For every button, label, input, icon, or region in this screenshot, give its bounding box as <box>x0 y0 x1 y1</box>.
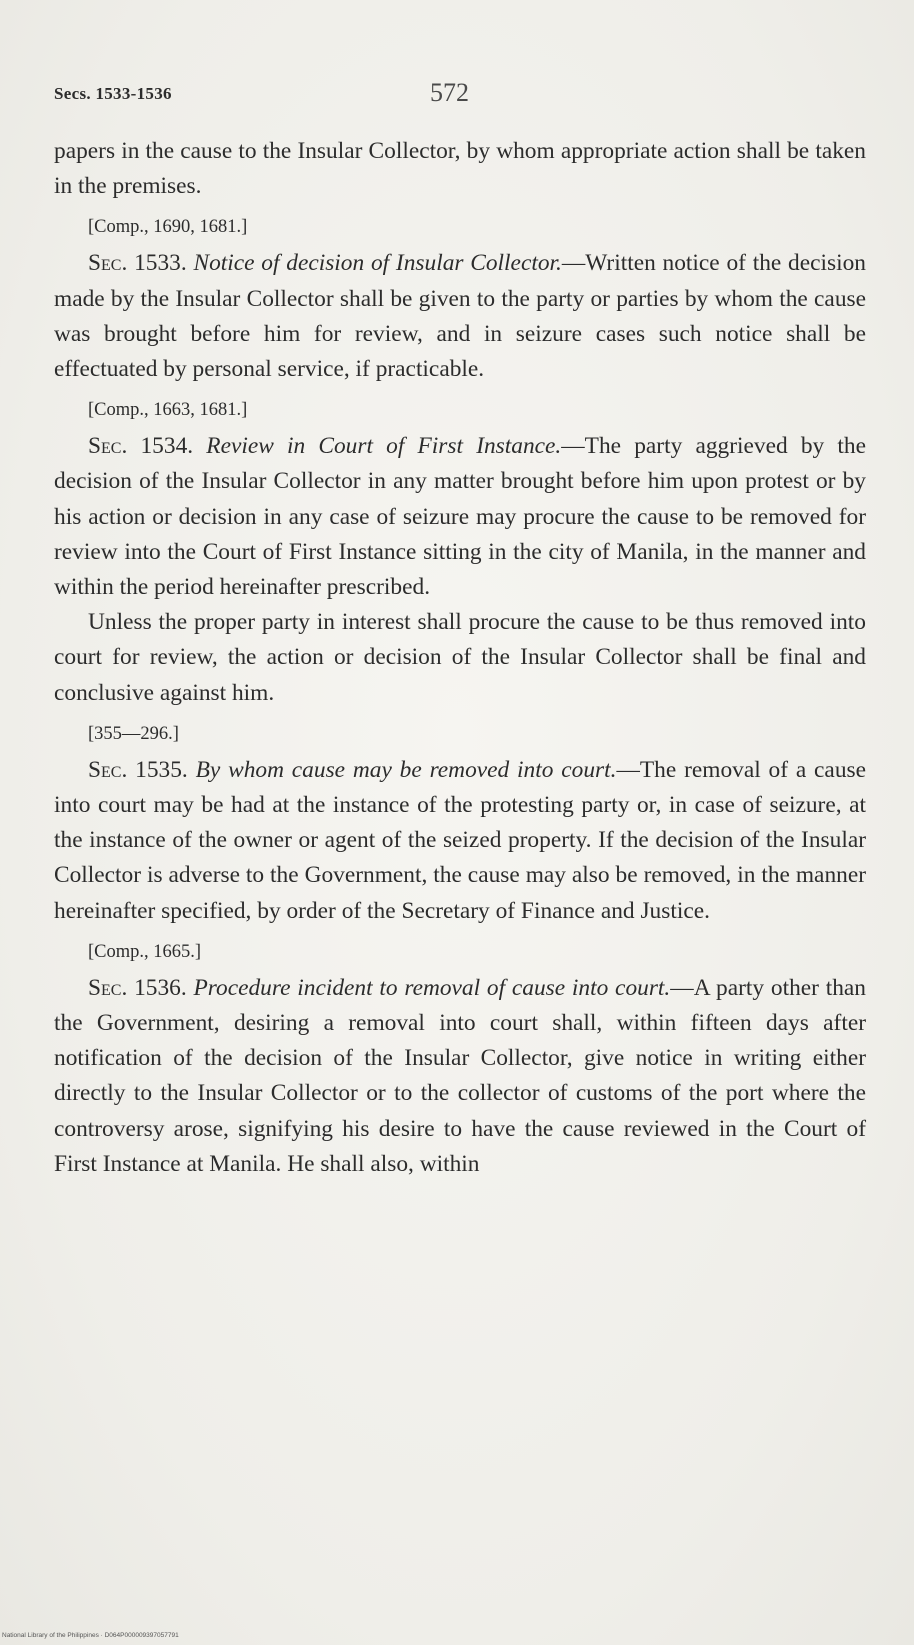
section-text: —A party other than the Government, desiring a removal into court shall, within fifteen days after notification of the decision of the Insular Collector, give notice in writing either directly to the Insular Collector or to the collector of customs of the port where the controversy arose, signifying his desire to have the cause reviewed in the Court of First Instance at Manila. He shall also, within <box>54 974 867 1177</box>
section-text: —The removal of a cause into court may be had at the instance of the protesting party or, in case of seizure, at the instance of the owner or agent of the seized property. If the decision of the Insular Collector is adverse to the Government, the cause may also be removed, in the manner hereinafter specified, by order of the Secretary of Finance and Justice. <box>54 756 866 924</box>
section-1534-paragraph-2: Unless the proper party in interest shall procure the cause to be thus removed into court for review, the action or decision of the Insular Collector shall be final and conclusive against him. <box>54 609 866 706</box>
scan-footer: National Library of the Philippines · D064P000009397057791 <box>2 1632 179 1639</box>
page-number: 572 <box>430 78 469 107</box>
citation: [355—296.] <box>88 723 179 744</box>
section-title: By whom cause may be removed into court. <box>195 756 617 783</box>
body-text <box>54 134 866 1182</box>
page-header <box>54 78 854 108</box>
section-text: —The party aggrieved by the decision of the Insular Collector in any matter brought before him upon protest or by his action or decision in any case of seizure may procure the cause to be removed for review into the Court of First Instance sitting in the city of Manila, in the manner and within the period hereinafter prescribed. <box>54 433 866 601</box>
citation: [Comp., 1663, 1681.] <box>88 400 248 421</box>
running-head: Secs. 1533-1536 <box>54 84 172 103</box>
section-1534 <box>54 429 866 605</box>
citation: [Comp., 1665.] <box>88 941 202 962</box>
section-title: Review in Court of First Instance. <box>206 433 562 460</box>
section-label: Sec. 1534. <box>88 433 194 460</box>
section-title: Procedure incident to removal of cause into court. <box>193 974 671 1001</box>
section-text: —Written notice of the decision made by the Insular Collector shall be given to the party or parties by whom the cause was brought before him for review, and in seizure cases such notice shall be effectuated by personal service, if practicable. <box>54 250 866 383</box>
section-title: Notice of decision of Insular Collector. <box>193 250 562 277</box>
citation: [Comp., 1690, 1681.] <box>88 217 248 238</box>
section-label: Sec. 1536. <box>88 974 187 1001</box>
continuation-paragraph: papers in the cause to the Insular Collector, by whom appropriate action shall be taken in the premises. <box>54 138 866 200</box>
section-1535 <box>54 753 866 929</box>
section-1533 <box>54 246 866 387</box>
section-label: Sec. 1535. <box>88 756 188 783</box>
section-label: Sec. 1533. <box>88 250 187 277</box>
section-1536 <box>54 971 866 1182</box>
